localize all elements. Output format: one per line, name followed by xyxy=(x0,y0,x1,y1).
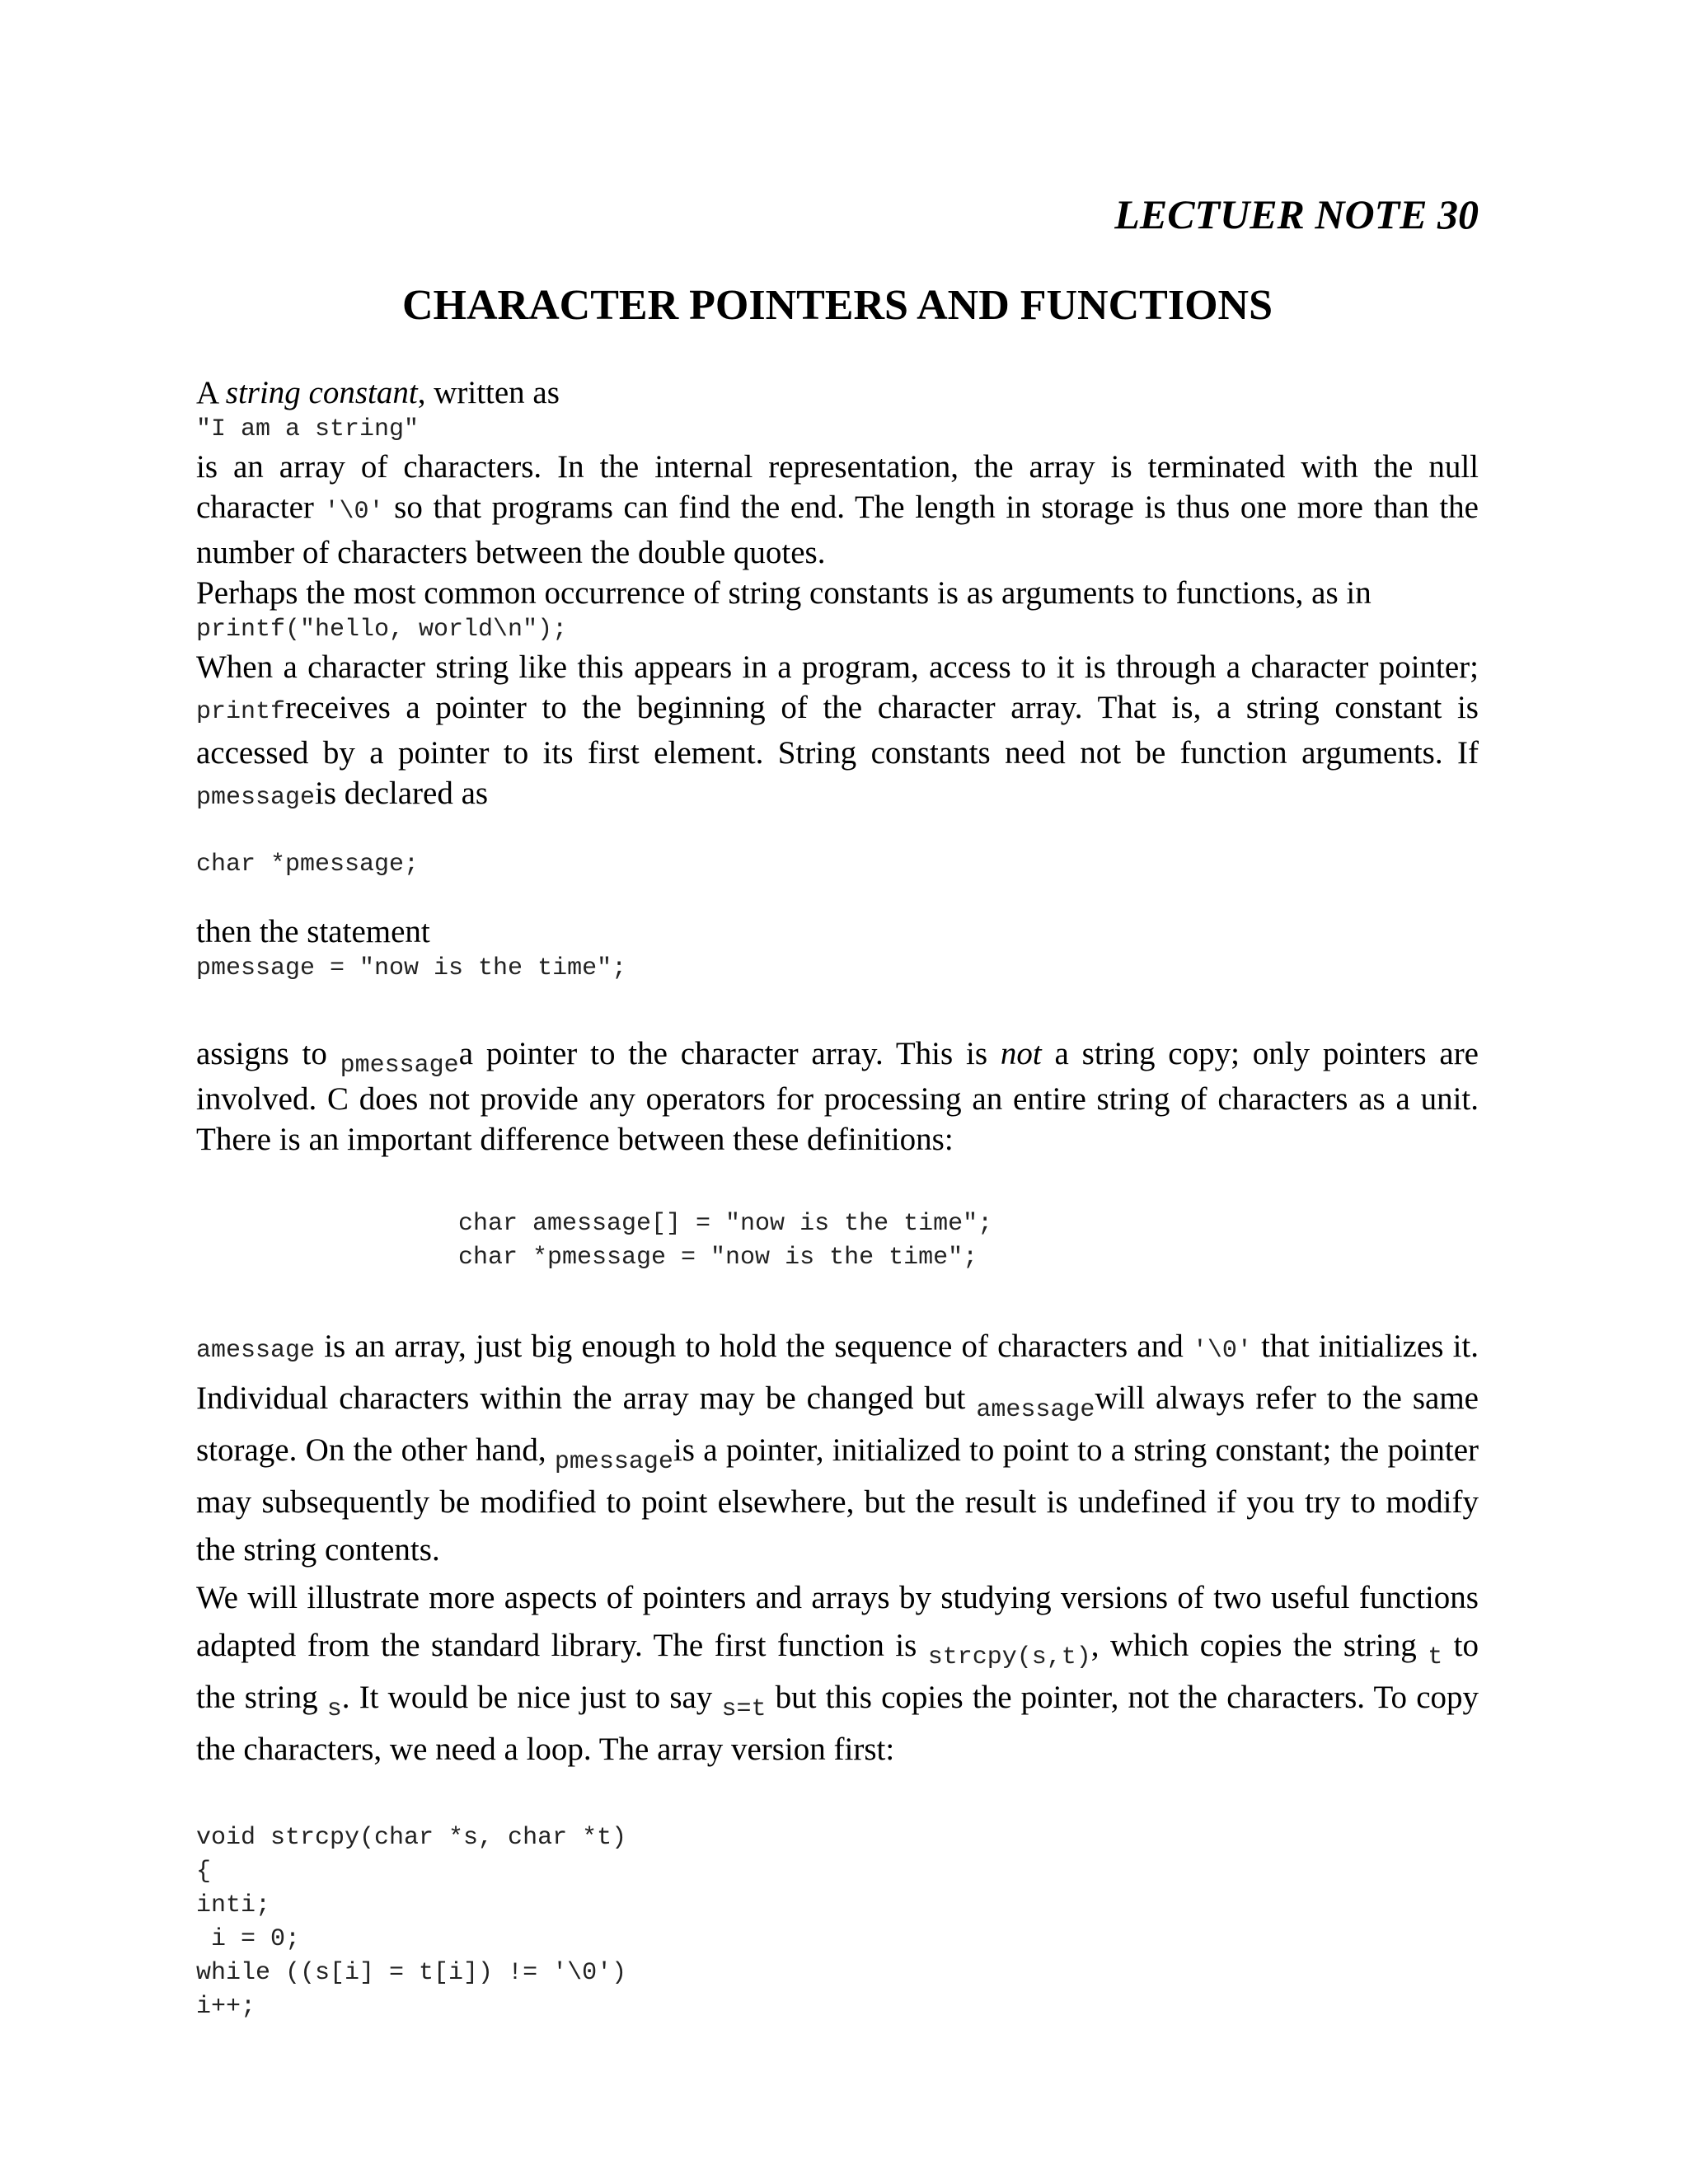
text-span: , written as xyxy=(417,375,560,411)
text-span: to the string xyxy=(196,1628,1479,1716)
text-span: a string copy; only pointers are involved. C does not provide any operators for processing an entire string of characters as a unit. There is an important difference between these definitions: xyxy=(196,1036,1479,1158)
code-block-strcpy xyxy=(196,1821,1479,2024)
paragraph-strcpy xyxy=(196,1574,1479,1774)
code-line: inti; xyxy=(196,1891,271,1920)
paragraph-string-constant xyxy=(196,373,1479,573)
paragraph-statement xyxy=(196,912,1479,986)
code-line: void strcpy(char *s, char *t) xyxy=(196,1824,627,1853)
code-line-definition: char *pmessage = "now is the time"; xyxy=(458,1244,978,1272)
text-span: a pointer to the character array. This is xyxy=(458,1036,1001,1072)
text-span: is an array, just big enough to hold the sequence of characters and xyxy=(315,1329,1193,1365)
text-span: , which copies the string xyxy=(1090,1628,1428,1664)
paragraph-amessage xyxy=(196,1323,1479,1574)
code-line-declaration: char *pmessage; xyxy=(196,851,420,879)
code-line: i++; xyxy=(196,1993,256,2022)
inline-code: pmessage xyxy=(196,784,316,813)
code-line: printf("hello, world\n"); xyxy=(196,616,568,644)
code-line: pmessage = "now is the time"; xyxy=(196,954,627,983)
inline-code: amessage xyxy=(976,1396,1095,1425)
inline-code: pmessage xyxy=(554,1448,673,1477)
inline-code: t xyxy=(1428,1643,1443,1672)
code-line: while ((s[i] = t[i]) != '\0') xyxy=(196,1959,627,1988)
inline-code: amessage xyxy=(196,1337,316,1366)
lecture-note-title: LECTUER NOTE 30 xyxy=(1114,191,1479,237)
text-span: Perhaps the most common occurrence of string constants is as arguments to functions, as in xyxy=(196,575,1372,612)
text-span: that initializes it. Individual characters within the array may be changed but xyxy=(196,1329,1479,1417)
code-line: i = 0; xyxy=(196,1925,301,1954)
inline-code: printf xyxy=(196,698,286,727)
paragraph-character-pointer xyxy=(196,647,1479,818)
inline-code: s xyxy=(326,1695,342,1724)
text-span: assigns to xyxy=(196,1036,340,1072)
text-span: receives a pointer to the beginning of the character array. That is, a string constant is accessed by a pointer to its first element. String constants need not be function arguments. If xyxy=(196,690,1479,771)
text-span: . It would be nice just to say xyxy=(341,1680,722,1716)
text-span: is a pointer, initialized to point to a string constant; the pointer may subsequently be modified to point elsewhere, but the result is undefined if you try to modify the string contents. xyxy=(196,1432,1479,1568)
code-line: "I am a string" xyxy=(196,415,420,444)
emphasis-text: not xyxy=(1000,1036,1042,1072)
document-page xyxy=(196,190,1479,2024)
text-span: We will illustrate more aspects of pointers and arrays by studying versions of two useful functions adapted from the standard library. The first function is xyxy=(196,1580,1479,1664)
code-line: { xyxy=(196,1858,212,1886)
text-span: so that programs can find the end. The length in storage is thus one more than the number of characters between the double quotes. xyxy=(196,490,1479,571)
code-line-definition: char amessage[] = "now is the time"; xyxy=(458,1210,993,1239)
emphasis-text: string constant xyxy=(225,375,418,411)
text-span: then the statement xyxy=(196,914,430,950)
text-span: but this copies the pointer, not the characters. To copy the characters, we need a loop. The array version first: xyxy=(196,1680,1479,1768)
paragraph-function-arguments xyxy=(196,573,1479,647)
text-span: is an array of characters. In the internal representation, the array is terminated with the null character xyxy=(196,449,1479,526)
inline-code: s=t xyxy=(721,1695,767,1724)
paragraph-assignment xyxy=(196,1033,1479,1160)
inline-code: strcpy(s,t) xyxy=(927,1643,1091,1672)
inline-code: '\0' xyxy=(1192,1337,1252,1366)
text-span: will always refer to the same storage. On the other hand, xyxy=(196,1380,1479,1469)
page-heading: CHARACTER POINTERS AND FUNCTIONS xyxy=(401,282,1273,329)
inline-code: '\0' xyxy=(324,498,384,527)
text-span: A xyxy=(196,375,226,411)
text-span: is declared as xyxy=(315,776,489,812)
inline-code: pmessage xyxy=(340,1052,459,1080)
text-span: When a character string like this appears in a program, access to it is through a character pointer; xyxy=(196,649,1479,686)
